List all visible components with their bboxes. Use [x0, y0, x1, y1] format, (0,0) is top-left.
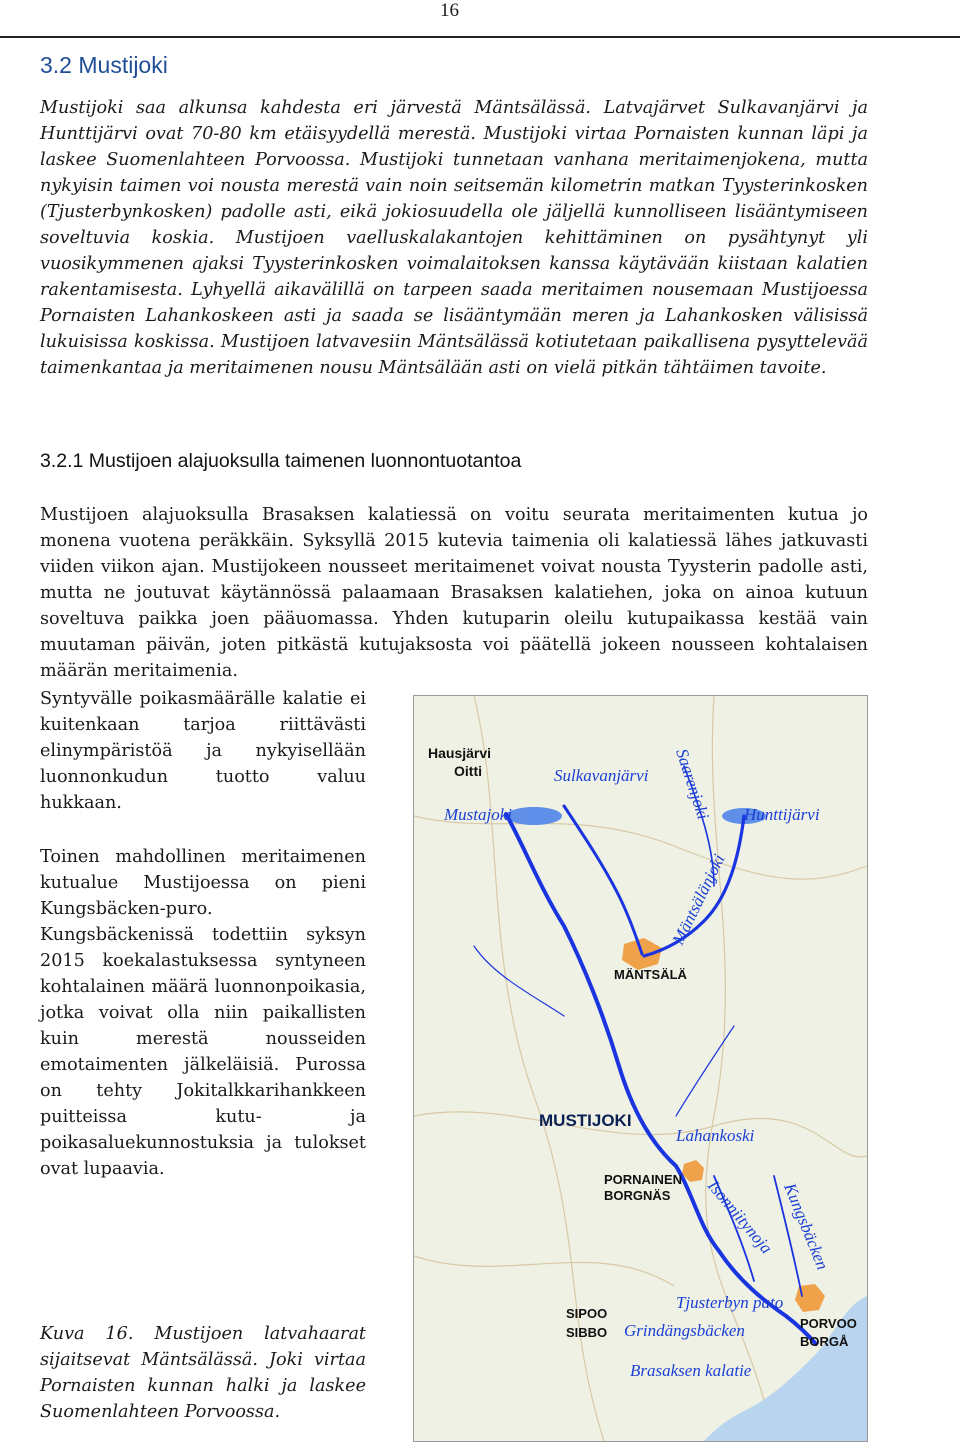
label-brasaksen-kalatie: Brasaksen kalatie: [630, 1361, 752, 1380]
lake-sulkavanjarvi: [506, 807, 562, 825]
label-porvoo: PORVOO: [800, 1316, 857, 1331]
header-divider: [0, 36, 960, 38]
body-paragraph-3: Toinen mahdollinen meritaimenen kutualue Mustijoessa on pieni Kungsbäcken-puro. Kungsbäckenissä todettiin syksyn 2015 koekalastuksessa syntyneen kohtalainen määrä luonnonpoikasia, jotka voivat olla niin paikallisten kuin merestä nousseiden emotaimenten jälkeläisiä. Purossa on tehty Jokitalkkarihankkeen puitteissa kutu- ja poikasaluekunnostuksia ja tulokset ovat lupaavia.: [40, 847, 366, 1179]
subsection-heading: 3.2.1 Mustijoen alajuoksulla taimenen luonnontuotantoa: [40, 450, 522, 472]
river-map-figure: [413, 695, 868, 1442]
label-mantsalanjoki: Mäntsälänjoki: [668, 851, 729, 948]
label-kungsbacken: Kungsbäcken: [780, 1180, 833, 1273]
label-mustijoki: MUSTIJOKI: [539, 1111, 632, 1130]
label-mantsala: MÄNTSÄLÄ: [614, 967, 687, 982]
body-paragraph-2: Syntyvälle poikasmäärälle kalatie ei kuitenkaan tarjoa riittävästi elinympäristöä ja nykyisellään luonnonkudun tuotto valuu hukkaan.: [40, 689, 366, 813]
label-sipoo: SIPOO: [566, 1306, 608, 1321]
figure-caption: Kuva 16. Mustijoen latvahaarat sijaitsevat Mäntsälässä. Joki virtaa Pornaisten kunnan halki ja laskee Suomenlahteen Porvoossa.: [40, 1324, 366, 1422]
label-sulkavanjarvi: Sulkavanjärvi: [554, 766, 649, 785]
label-sibbo: SIBBO: [566, 1325, 608, 1340]
label-lahankoski: Lahankoski: [676, 1126, 755, 1145]
label-mustajoki: Mustajoki: [444, 805, 512, 824]
label-tjusterbyn-pato: Tjusterbyn pato: [676, 1293, 784, 1312]
label-isonniitynoja: Isonniitynoja: [703, 1176, 777, 1258]
section-heading: 3.2 Mustijoki: [40, 52, 168, 78]
label-borgnas: BORGNÄS: [604, 1188, 671, 1203]
label-borga: BORGÅ: [800, 1334, 849, 1349]
label-pornainen: PORNAINEN: [604, 1172, 683, 1187]
page-number: 16: [440, 0, 459, 21]
body-paragraph-1: Mustijoen alajuoksulla Brasaksen kalatiessä on voitu seurata meritaimenten kutua jo monena vuotena peräkkäin. Syksyllä 2015 kutevia taimenia oli kalatiessä lähes jatkuvasti viiden viikon ajan. Mustijokeen nousseet meritaimenet voivat nousta Tyysterin padolle asti, mutta ne joutuvat käytännössä palaamaan Brasaksen kalatiehen, joka on ainoa kutuun soveltuva paikka joen pääuomassa. Yhden kutuparin oleilu kutupaikassa kestää vain muutaman päivän, joten pitkästä kutujaksosta voi päätellä jokeen nousseen kohtalaisen määrän meritaimenia.: [40, 505, 868, 681]
label-hunttijarvi: Hunttijärvi: [744, 805, 820, 824]
label-grindangsbacken: Grindängsbäcken: [624, 1321, 745, 1340]
label-hausjarvi: Hausjärvi: [428, 745, 492, 761]
map-svg: [414, 696, 867, 1441]
intro-paragraph: Mustijoki saa alkunsa kahdesta eri järvestä Mäntsälässä. Latvajärvet Sulkavanjärvi ja Hunttijärvi ovat 70-80 km etäisyydellä merestä. Mustijoki virtaa Pornaisten kunnan läpi ja laskee Suomenlahteen Porvoossa. Mustijoki tunnetaan vanhana meritaimenjokena, mutta nykyisin taimen voi nousta merestä vain noin seitsemän kilometrin matkan Tyysterinkosken (Tjusterbynkosken) padolle asti, eikä jokiosuudella ole jäljellä kunnolliseen lisääntymiseen soveltuvia koskia. Mustijoen vaelluskalakantojen kehittäminen on pysähtynyt yli vuosikymmenen ajaksi Tyysterinkosken voimalaitoksen kanssa käytävään kiistaan kalatien rakentamisesta. Lyhyellä aikavälillä on tarpeen saada meritaimen nousemaan Mustijoessa Pornaisten Lahankoskeen asti ja saada se lisääntymään meren ja Lahankosken välisissä lukuisissa koskissa. Mustijoen latvavesiin Mäntsälässä kotiutetaan paikallisena pysyttelevää taimenkantaa ja meritaimenen nousu Mäntsälään asti on vielä pitkän tähtäimen tavoite.: [40, 98, 868, 378]
label-saarenjoki: Saarenjoki: [672, 746, 713, 822]
label-oitti: Oitti: [454, 763, 482, 779]
